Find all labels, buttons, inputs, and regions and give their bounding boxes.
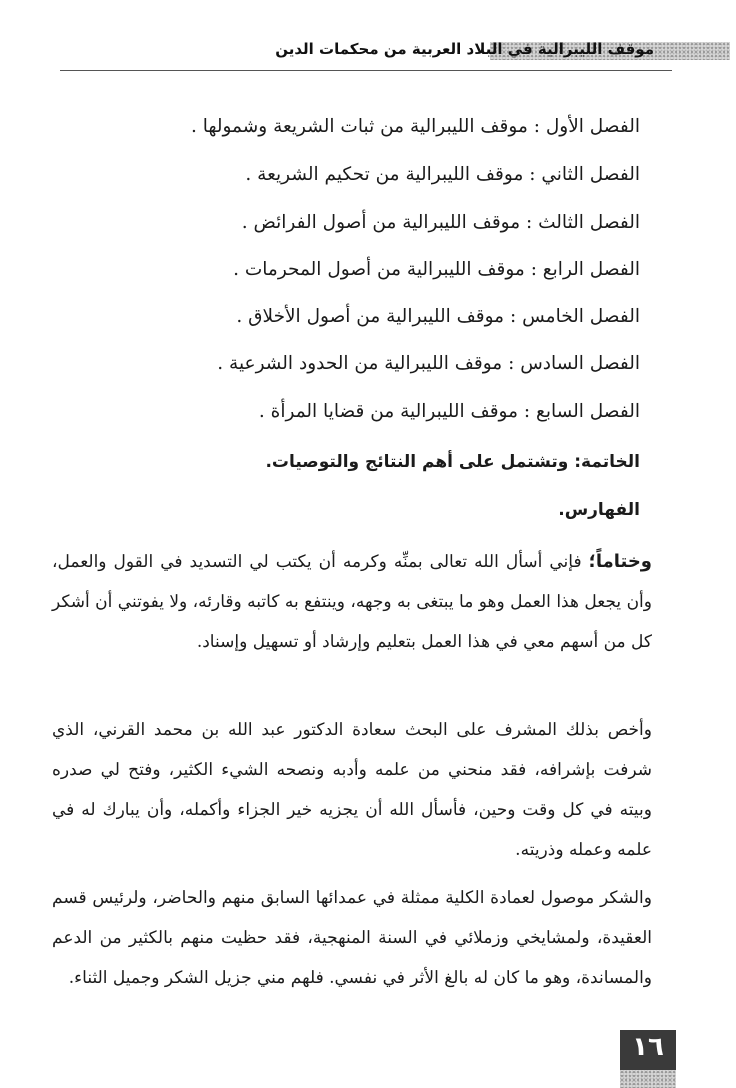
closing-lead: وختاماً؛ xyxy=(588,551,652,572)
header-title: موقف الليبرالية في البلاد العربية من محكمات الدين xyxy=(275,40,654,58)
conclusion-heading: الخاتمة: وتشتمل على أهم النتائج والتوصيات. xyxy=(265,452,640,472)
indexes-heading: الفهارس. xyxy=(558,500,640,520)
chapter-6: الفصل السادس : موقف الليبرالية من الحدود الشرعية . xyxy=(217,353,640,374)
chapter-7: الفصل السابع : موقف الليبرالية من قضايا المرأة . xyxy=(258,401,640,422)
chapter-1: الفصل الأول : موقف الليبرالية من ثبات الشريعة وشمولها . xyxy=(190,116,640,137)
chapter-3: الفصل الثالث : موقف الليبرالية من أصول الفرائض . xyxy=(241,212,640,233)
page-number: ١٦ xyxy=(632,1032,664,1062)
closing-paragraph xyxy=(52,542,652,662)
chapter-2: الفصل الثاني : موقف الليبرالية من تحكيم الشريعة . xyxy=(245,164,640,185)
header-rule xyxy=(60,70,672,71)
thanks-paragraph: والشكر موصول لعمادة الكلية ممثلة في عمدائها السابق منهم والحاضر، ولرئيس قسم العقيدة، ولمشايخي وزملائي في السنة المنهجية، فقد حظيت منهم بالكثير من الدعم والمساندة، وهو ما كان له بالغ الأثر في نفسي. فلهم مني جزيل الشكر وجميل الثناء. xyxy=(52,888,652,988)
closing-text: فإني أسأل الله تعالى بمنِّه وكرمه أن يكتب لي التسديد في القول والعمل، وأن يجعل هذا العمل وهو ما يبتغى به وجهه، وينتفع به كاتبه وقارئه، ولا يفوتني أن أشكر كل من أسهم معي في هذا العمل بتعليم وإرشاد أو تسهيل وإسناد. xyxy=(52,552,652,652)
supervisor-paragraph: وأخص بذلك المشرف على البحث سعادة الدكتور عبد الله بن محمد القرني، الذي شرفت بإشرافه، فقد منحني من علمه وأدبه ونصحه الشيء الكثير، وفتح لي صدره وبيته في كل وقت وحين، فأسأل الله أن يجزيه خير الجزاء وأكمله، وأن يبارك له في علمه وعمله وذريته. xyxy=(52,720,652,860)
chapter-4: الفصل الرابع : موقف الليبرالية من أصول المحرمات . xyxy=(233,259,640,280)
chapter-5: الفصل الخامس : موقف الليبرالية من أصول الأخلاق . xyxy=(236,306,640,327)
running-header xyxy=(60,34,660,72)
page-number-dotted-strip xyxy=(620,1070,676,1088)
